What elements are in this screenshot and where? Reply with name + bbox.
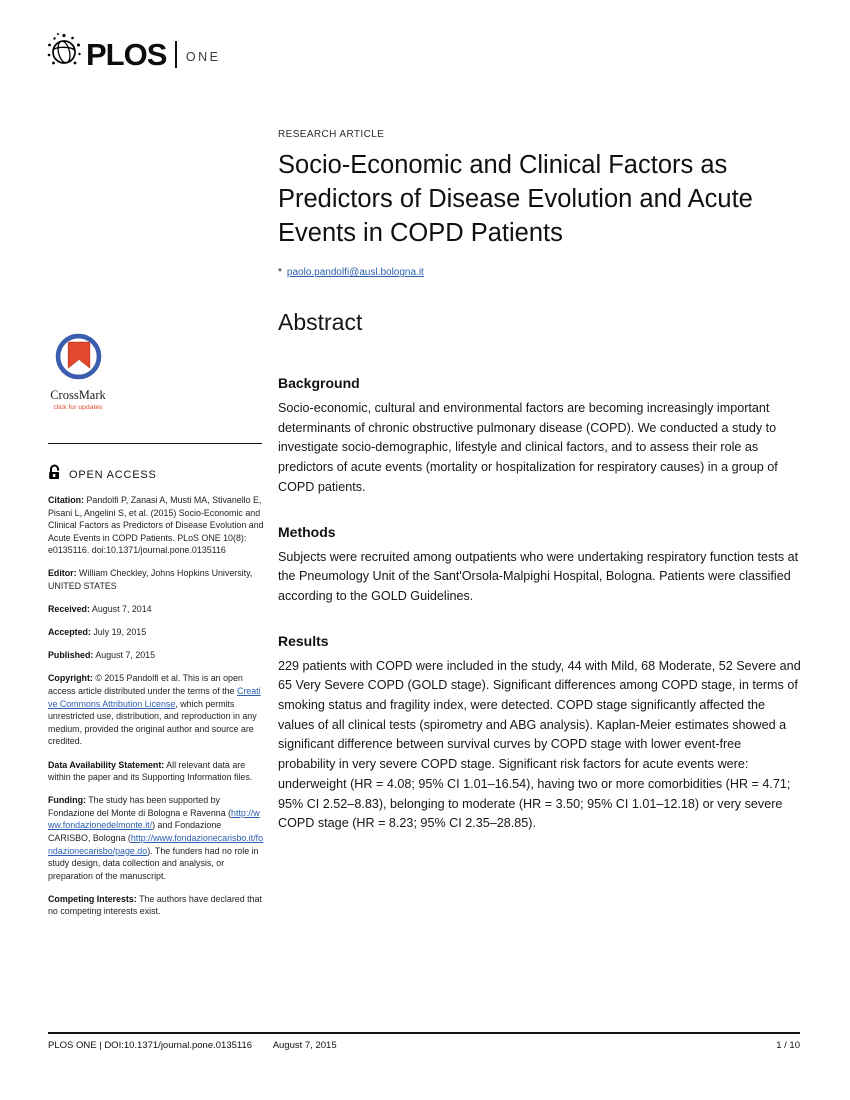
copyright-text-pre: © 2015 Pandolfi et al. This is an open access article distributed under the terms of the: [48, 673, 243, 697]
brand-accent-bar: [48, 72, 800, 79]
open-lock-icon: [48, 464, 62, 485]
funder-link-carisbo[interactable]: http://www.fondazionecarisbo.it/fondazionecarisbo/page.do: [48, 832, 264, 856]
abstract-section-methods: [278, 524, 802, 607]
journal-logo: [44, 28, 221, 75]
data-availability-label: Data Availability Statement:: [48, 759, 165, 770]
abstract-section-background: [278, 375, 802, 498]
received-label: Received:: [48, 604, 90, 615]
corresponding-author-marker: *: [278, 267, 282, 278]
crossmark-subtitle: click for updates: [53, 404, 103, 411]
funder-link-fondazione-del-monte[interactable]: http://www.fondazionedelmonte.it/: [48, 807, 260, 831]
copyright-text-post: , which permits unrestricted use, distribution, and reproduction in any medium, provided the original author and source are credited.: [48, 698, 257, 747]
article-title: Socio-Economic and Clinical Factors as Predictors of Disease Evolution and Acute Events in COPD Patients: [278, 151, 753, 247]
crossmark-title: CrossMark: [50, 388, 106, 402]
published-date: August 7, 2015: [93, 650, 156, 661]
crossmark-icon: [55, 367, 102, 384]
competing-interests-label: Competing Interests:: [48, 893, 137, 904]
open-access-label: OPEN ACCESS: [69, 468, 157, 481]
plos-globe-icon: [44, 28, 84, 75]
abstract-heading: Abstract: [278, 309, 363, 335]
citation-note: [48, 494, 264, 557]
funding-text-mid: ) and Fondazione CARISBO, Bologna (: [48, 820, 222, 843]
accepted-date: July 19, 2015: [90, 627, 147, 638]
journal-name: PLOS: [86, 37, 167, 72]
funding-text-post: ). The funders had no role in study design, data collection and analysis, or preparation of the manuscript.: [48, 845, 259, 881]
copyright-label: Copyright:: [48, 673, 93, 684]
footer-date: August 7, 2015: [272, 1040, 337, 1051]
funding-note: [48, 794, 264, 882]
abstract-methods-text: Subjects were recruited among outpatients who were undertaking respiratory function tests at the Pneumology Unit of the Sant'Orsola-Malpighi Hospital, Bologna. Patients were classified according to the GOLD Guidelines.: [278, 549, 799, 603]
abstract-results-heading: Results: [278, 632, 329, 649]
published-label: Published:: [48, 650, 94, 661]
cc-license-link[interactable]: Creative Commons Attribution License: [48, 686, 261, 709]
logo-divider: [175, 41, 177, 68]
abstract-methods-heading: Methods: [278, 523, 336, 540]
data-availability-note: [48, 759, 264, 784]
funding-label: Funding:: [48, 795, 86, 806]
crossmark-badge[interactable]: [45, 333, 111, 411]
received-date: August 7, 2014: [89, 604, 152, 615]
footer-page-number: 1 / 10: [776, 1040, 800, 1051]
footer-doi: PLOS ONE | DOI:10.1371/journal.pone.0135116: [48, 1040, 253, 1051]
page-footer: [48, 1040, 800, 1051]
data-availability-text: All relevant data are within the paper and its Supporting Information files.: [48, 759, 253, 783]
editor-text: William Checkley, Johns Hopkins University, UNITED STATES: [48, 568, 253, 592]
corresponding-author-line: [278, 267, 802, 278]
footer-divider: [48, 1032, 800, 1034]
abstract-background-text: Socio-economic, cultural and environmental factors are becoming increasingly important determinants of chronic obstructive pulmonary disease (COPD). We conducted a study to investigate socio-demographic, lifestyle and clinical factors, and to assess their role as predictors of acute events (mortality or hospitalization for respiratory causes) in a group of COPD patients.: [278, 401, 778, 494]
open-access-badge: [48, 464, 157, 485]
citation-label: Citation:: [48, 495, 84, 505]
competing-interests-text: The authors have declared that no competing interests exist.: [48, 893, 262, 917]
accepted-note: [48, 626, 264, 639]
abstract-section-results: [278, 633, 802, 834]
article-metadata-panel: [48, 494, 264, 929]
received-note: [48, 603, 264, 616]
footer-left: [48, 1040, 337, 1051]
journal-edition: ONE: [185, 49, 221, 64]
editor-label: Editor:: [48, 568, 77, 579]
funding-text-pre: The study has been supported by Fondazione del Monte di Bologna e Ravenna (: [48, 795, 232, 818]
corresponding-author-email-link[interactable]: paolo.pandolfi@ausl.bologna.it: [286, 267, 424, 278]
sidebar-divider: [48, 443, 262, 444]
published-note: [48, 649, 264, 662]
editor-note: [48, 567, 264, 592]
accepted-label: Accepted:: [48, 627, 91, 638]
article-main-column: [278, 129, 802, 834]
citation-text: Pandolfi P, Zanasi A, Musti MA, Stivanello E, Pisani L, Angelini S, et al. (2015) Socio-Economic and Clinical Factors as Predictors of Disease Evolution and Acute Events in COPD Patients. PLoS ONE 10(8): e0135116. doi:10.1371/journal.pone.0135116: [48, 495, 264, 556]
article-type-kicker: RESEARCH ARTICLE: [278, 129, 385, 140]
abstract-background-heading: Background: [278, 375, 360, 391]
competing-interests-note: [48, 893, 264, 918]
abstract-results-text: 229 patients with COPD were included in the study, 44 with Mild, 68 Moderate, 52 Severe and 65 Very Severe COPD (GOLD stage). Significant differences among COPD stage, in terms of smoking status and fragility index, were detected. COPD stage significantly affected the values of all clinical tests (spirometry and ABG analysis). Kaplan-Meier estimates showed a significant difference between survival curves by COPD stage with lower event-free probability in very severe COPD stage. Significant risk factors for acute events were: underweight (HR = 4.08; 95% CI 1.01–16.54), having two or more comorbidities (HR = 4.71; 95% CI 2.52–8.83), belonging to moderate (HR = 3.50; 95% CI 1.01–12.18) or very severe COPD stage (HR = 8.23; 95% CI 2.35–28.85).: [278, 658, 801, 831]
copyright-note: [48, 672, 264, 748]
